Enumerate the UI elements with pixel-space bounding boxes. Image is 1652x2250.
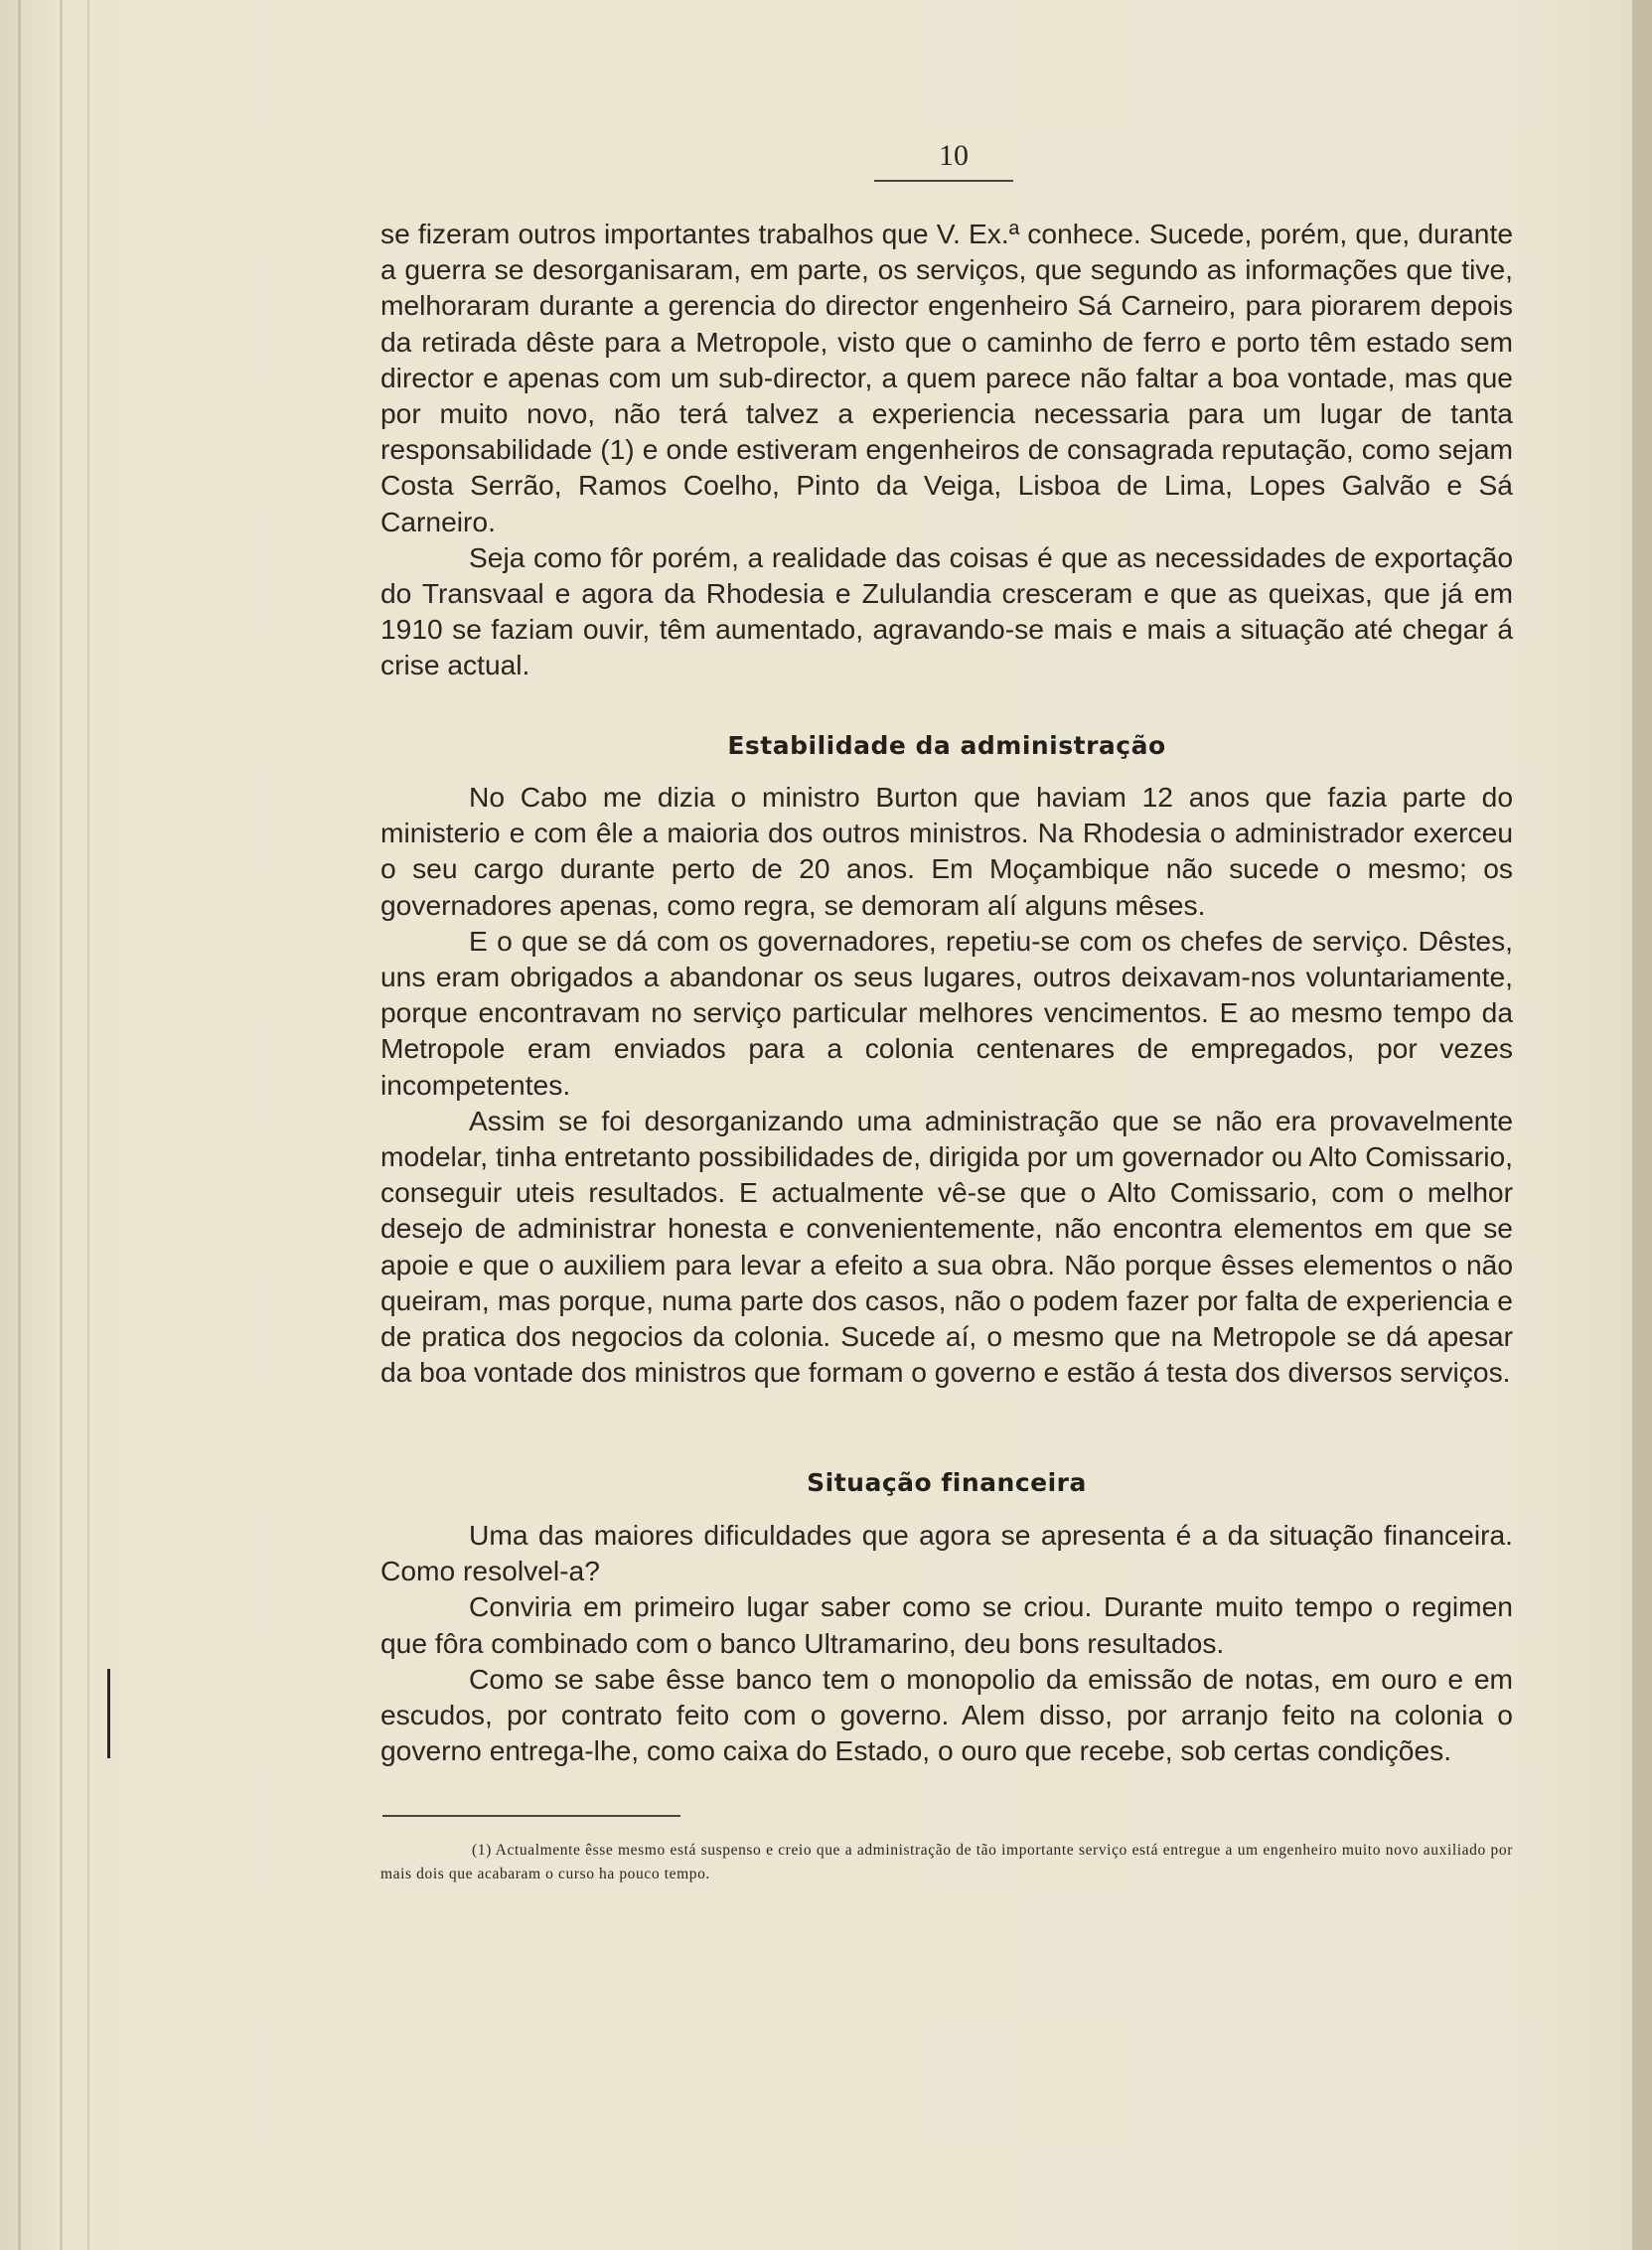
paragraph: Uma das maiores dificuldades que agora se apresenta é a da situação financeira. Como resolvel-a? xyxy=(380,1519,1513,1587)
paragraph: Conviria em primeiro lugar saber como se criou. Durante muito tempo o regimen que fôra combinado com o banco Ultramarino, deu bons resultados. xyxy=(380,1590,1513,1659)
page-edge-shadow xyxy=(87,0,89,2250)
footnote-text: (1) Actualmente êsse mesmo está suspenso e creio que a administração de tão importante serviço está entregue a um engenheiro muito novo auxiliado por mais dois que acabaram o curso ha pouco tempo. xyxy=(380,1842,1513,1882)
paragraph: Como se sabe êsse banco tem o monopolio da emissão de notas, em ouro e em escudos, por contrato feito com o governo. Alem disso, por arranjo feito na colonia o governo entrega-lhe, como caixa do Estado, o ouro que recebe, sob certas condições. xyxy=(380,1662,1513,1767)
section-heading-stability: Estabilidade da administração xyxy=(727,731,1166,760)
footnote-rule xyxy=(382,1815,680,1817)
section-heading-finance: Situação financeira xyxy=(807,1468,1087,1497)
page-edge-shadow xyxy=(18,0,21,2250)
scan-background-edge xyxy=(1632,0,1652,2250)
page-number-rule xyxy=(874,180,1013,182)
paragraph: E o que se dá com os governadores, repetiu-se com os chefes de serviço. Dêstes, uns eram obrigados a abandonar os seus lugares, outros deixavam-nos voluntariamente, porque encontravam no serviço particular melhores vencimentos. E ao mesmo tempo da Metropole eram enviados para a colonia centenares de empregados, por vezes incompetentes. xyxy=(380,924,1513,1101)
paragraph: se fizeram outros importantes trabalhos que V. Ex.ª conhece. Sucede, porém, que, durante a guerra se desorganisaram, em parte, os serviços, que segundo as informações que tive, melhoraram durante a gerencia do director engenheiro Sá Carneiro, para piorarem depois da retirada dêste para a Metropole, visto que o caminho de ferro e porto têm estado sem director e apenas com um sub-director, a quem parece não faltar a boa vontade, mas que por muito novo, não terá talvez a experiencia necessaria para um lugar de tanta responsabilidade (1) e onde estiveram engenheiros de consagrada reputação, como sejam Costa Serrão, Ramos Coelho, Pinto da Veiga, Lisboa de Lima, Lopes Galvão e Sá Carneiro. xyxy=(380,218,1513,537)
section-finance xyxy=(380,1517,1513,1768)
paragraph: No Cabo me dizia o ministro Burton que haviam 12 anos que fazia parte do ministerio e com êle a maioria dos outros ministros. Na Rhodesia o administrador exerceu o seu cargo durante perto de 20 anos. Em Moçambique não sucede o mesmo; os governadores apenas, como regra, se demoram alí alguns mêses. xyxy=(380,781,1513,921)
page-edge-shadow xyxy=(60,0,63,2250)
margin-mark xyxy=(107,1669,110,1758)
page-number: 10 xyxy=(939,139,969,172)
section-intro xyxy=(380,216,1513,683)
paragraph: Seja como fôr porém, a realidade das coisas é que as necessidades de exportação do Transvaal e agora da Rhodesia e Zululandia cresceram e que as queixas, que já em 1910 se faziam ouvir, têm aumentado, agravando-se mais e mais a situação até chegar á crise actual. xyxy=(380,540,1513,681)
footnote xyxy=(380,1839,1513,1886)
section-stability xyxy=(380,779,1513,1390)
paragraph: Assim se foi desorganizando uma administração que se não era provavelmente modelar, tinha entretanto possibilidades de, dirigida por um governador ou Alto Comissario, conseguir uteis resultados. E actualmente vê-se que o Alto Comissario, com o melhor desejo de administrar honesta e convenientemente, não encontra elementos em que se apoie e que o auxiliem para levar a efeito a sua obra. Não porque êsses elementos o não queiram, mas porque, numa parte dos casos, não o podem fazer por falta de experiencia e de pratica dos negocios da colonia. Sucede aí, o mesmo que na Metropole se dá apesar da boa vontade dos ministros que formam o governo e estão á testa dos diversos serviços. xyxy=(380,1104,1513,1389)
